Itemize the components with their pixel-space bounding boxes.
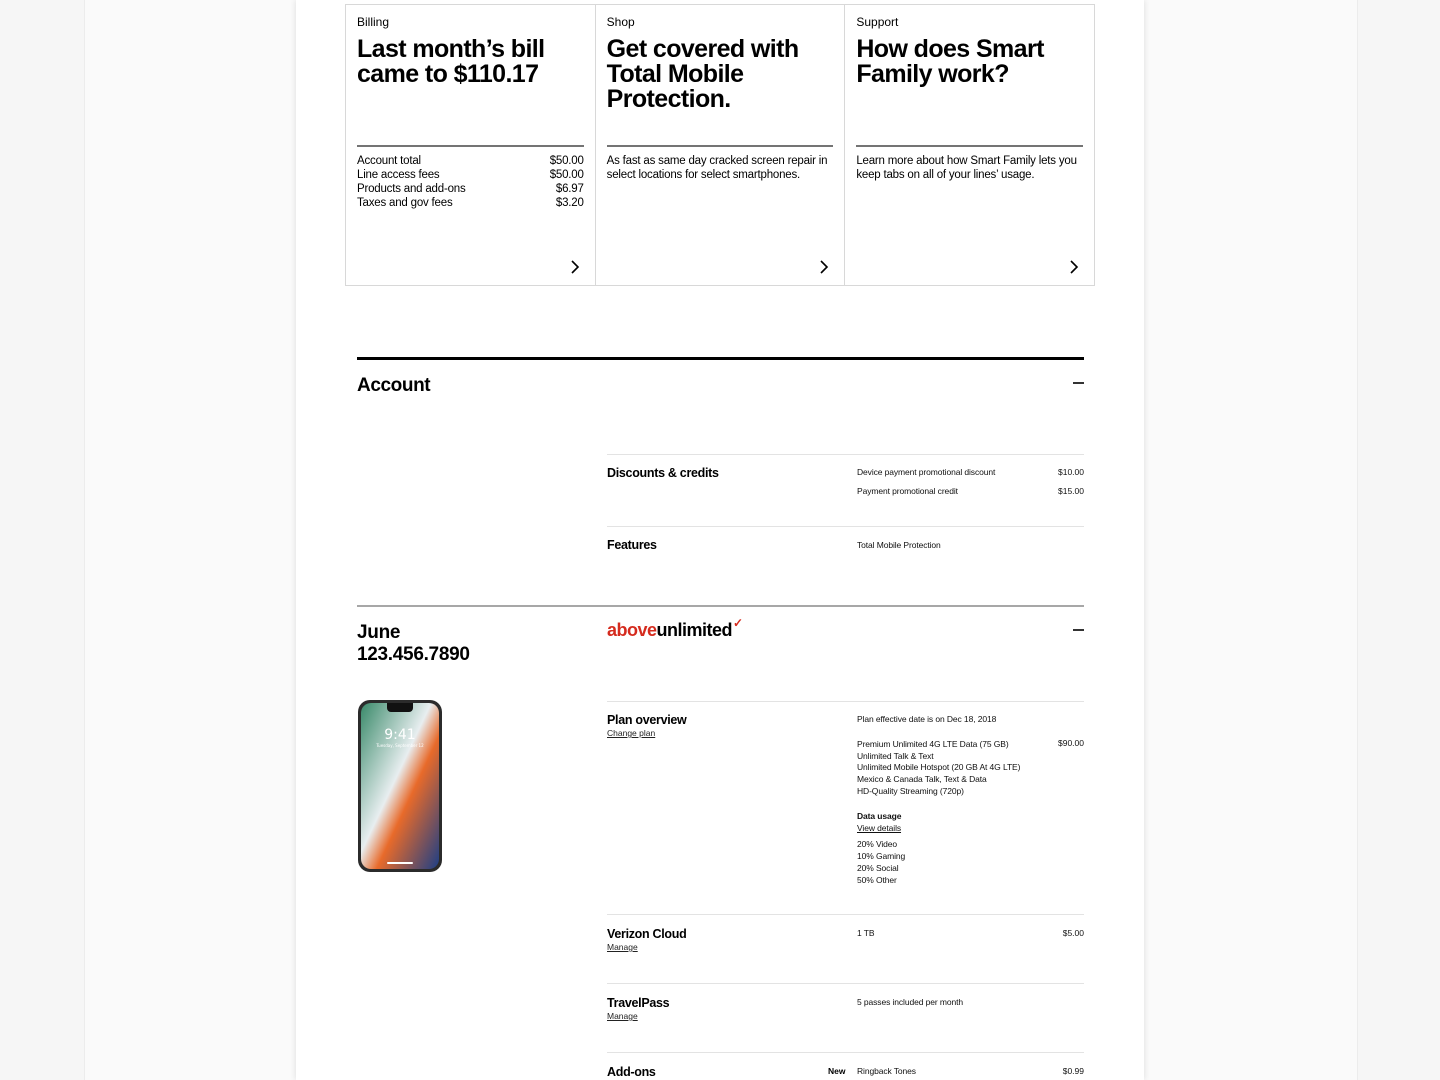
section-divider: [357, 605, 1084, 607]
line-name: June: [357, 622, 401, 643]
discount-name: Payment promotional credit: [857, 486, 958, 496]
phone-date: Tuesday, September 12: [376, 743, 424, 748]
promo-cards: [345, 4, 1095, 286]
card-description: Learn more about how Smart Family lets you keep tabs on all of your lines’ usage.: [856, 155, 1077, 181]
plan-logo: aboveunlimited✓: [607, 616, 743, 640]
section-divider: [357, 357, 1084, 360]
line-number: 123.456.7890: [357, 644, 470, 665]
support-card[interactable]: [845, 5, 1094, 285]
cloud-value: 1 TB: [857, 928, 875, 938]
row-divider: [607, 526, 1084, 527]
chevron-right-icon[interactable]: [567, 259, 583, 275]
plan-features: Premium Unlimited 4G LTE Data (75 GB) Unlimited Talk & Text Unlimited Mobile Hotspot (20 GB At 4G LTE) Mexico & Canada Talk, Text & Data HD-Quality Streaming (720p): [857, 739, 1021, 796]
row-divider: [607, 983, 1084, 984]
discount-amount: $10.00: [1058, 467, 1084, 477]
card-category: Support: [856, 15, 899, 29]
verizon-cloud: Verizon Cloud Manage: [607, 927, 687, 952]
card-category: Shop: [606, 15, 635, 29]
bill-row: Line access fees $50.00: [357, 169, 584, 181]
card-description: As fast as same day cracked screen repair in select locations for select smartphones.: [606, 155, 828, 181]
travelpass: TravelPass Manage: [607, 996, 670, 1021]
travel-value: 5 passes included per month: [857, 997, 963, 1007]
plan-amount: $90.00: [1058, 738, 1084, 748]
addons-value: Ringback Tones: [857, 1066, 916, 1076]
card-divider: [357, 145, 584, 147]
data-usage: Data usage View details 20% Video 10% Gaming 20% Social 50% Other: [857, 811, 906, 885]
discounts-label: Discounts & credits: [607, 466, 719, 480]
row-divider: [607, 1052, 1084, 1053]
row-divider: [607, 914, 1084, 915]
row-divider: [607, 454, 1084, 455]
chevron-right-icon[interactable]: [1066, 259, 1082, 275]
card-divider: [607, 145, 834, 147]
cloud-amount: $5.00: [1062, 928, 1084, 938]
phone-time: 9:41: [384, 727, 416, 743]
card-title: Last month’s bill came to $110.17: [357, 35, 545, 88]
shop-card[interactable]: [596, 5, 846, 285]
bill-row: Taxes and gov fees $3.20: [357, 197, 584, 209]
card-divider: [856, 145, 1083, 147]
change-plan-link[interactable]: Change plan: [607, 728, 656, 738]
chevron-right-icon[interactable]: [816, 259, 832, 275]
billing-card[interactable]: [346, 5, 596, 285]
bill-row: Products and add-ons $6.97: [357, 183, 584, 195]
card-category: Billing: [357, 15, 390, 29]
features-label: Features: [607, 538, 657, 552]
addons-amount: $0.99: [1062, 1066, 1084, 1076]
line-owner: [357, 622, 470, 666]
travel-manage-link[interactable]: Manage: [607, 1011, 638, 1021]
discount-name: Device payment promotional discount: [857, 467, 996, 477]
features-value: Total Mobile Protection: [857, 540, 941, 550]
card-title: Get covered with Total Mobile Protection.: [606, 35, 799, 113]
collapse-icon[interactable]: [1073, 629, 1084, 631]
discount-amount: $15.00: [1058, 486, 1084, 496]
phone-image: [357, 699, 443, 873]
plan-overview: Plan overview Change plan: [607, 713, 687, 738]
bill-summary: [357, 154, 584, 210]
collapse-icon[interactable]: [1073, 382, 1084, 384]
plan-effective-date: Plan effective date is on Dec 18, 2018: [857, 714, 997, 724]
new-badge: New: [828, 1066, 846, 1076]
row-divider: [607, 701, 1084, 702]
bill-row: Account total $50.00: [357, 155, 584, 167]
card-title: How does Smart Family work?: [856, 35, 1044, 88]
view-details-link[interactable]: View details: [857, 822, 902, 833]
addons-label: Add-ons: [607, 1065, 656, 1079]
cloud-manage-link[interactable]: Manage: [607, 942, 638, 952]
account-heading: Account: [357, 375, 431, 396]
